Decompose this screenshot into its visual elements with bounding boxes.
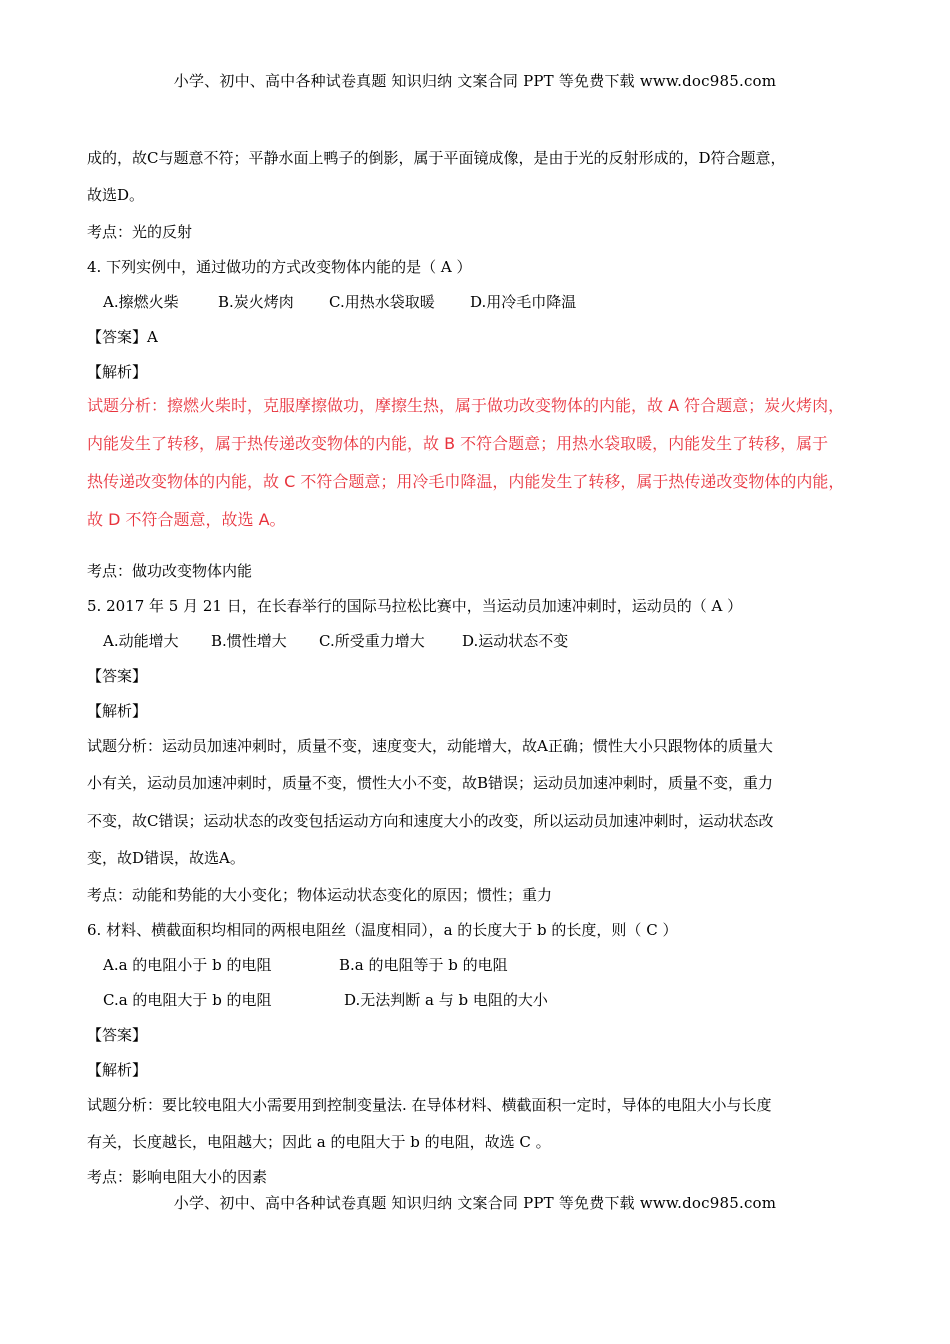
q5-option-a: A.动能增大	[103, 632, 179, 650]
q5-answer: 【答案】	[87, 667, 148, 685]
q4-option-d: D.用冷毛巾降温	[470, 293, 577, 311]
q4-option-b: B.炭火烤肉	[218, 293, 294, 311]
q4-analysis-line: 热传递改变物体的内能，故 C 不符合题意；用冷毛巾降温，内能发生了转移，属于热传递改变物体的内能，	[87, 472, 845, 491]
q5-option-c: C.所受重力增大	[319, 632, 425, 650]
q5-option-b: B.惯性增大	[211, 632, 287, 650]
q4-analysis-line: 试题分析：擦燃火柴时，克服摩擦做功，摩擦生热，属于做功改变物体的内能，故 A 符合题意；炭火烤肉，	[87, 396, 845, 415]
q4-jiexi: 【解析】	[87, 363, 148, 381]
q5-jiexi: 【解析】	[87, 702, 148, 720]
page-header: 小学、初中、高中各种试卷真题 知识归纳 文案合同 PPT 等免费下载 www.doc985.com	[173, 72, 777, 90]
q6-stem: 6. 材料、横截面积均相同的两根电阻丝（温度相同），a 的长度大于 b 的长度，则（ C ）	[87, 921, 678, 939]
q5-analysis-line: 变，故D错误，故选A。	[87, 849, 245, 867]
prev-analysis-line: 成的，故C与题意不符；平静水面上鸭子的倒影，属于平面镜成像，是由于光的反射形成的，D符合题意，	[87, 149, 786, 167]
q5-kaodian: 考点：动能和势能的大小变化；物体运动状态变化的原因；惯性；重力	[87, 886, 553, 904]
q6-answer: 【答案】	[87, 1026, 148, 1044]
q5-analysis-line: 试题分析：运动员加速冲刺时，质量不变，速度变大，动能增大，故A正确；惯性大小只跟物体的质量大	[87, 737, 773, 755]
q6-option-b: B.a 的电阻等于 b 的电阻	[339, 956, 508, 974]
q4-option-c: C.用热水袋取暖	[329, 293, 435, 311]
q6-analysis-line: 试题分析：要比较电阻大小需要用到控制变量法. 在导体材料、横截面积一定时，导体的电阻大小与长度	[87, 1096, 772, 1114]
q4-kaodian: 考点：做功改变物体内能	[87, 562, 253, 580]
q5-analysis-line: 小有关，运动员加速冲刺时，质量不变，惯性大小不变，故B错误；运动员加速冲刺时，质量不变，重力	[87, 774, 774, 792]
q5-analysis-line: 不变，故C错误；运动状态的改变包括运动方向和速度大小的改变，所以运动员加速冲刺时，运动状态改	[87, 812, 774, 830]
prev-kaodian: 考点：光的反射	[87, 223, 193, 241]
page-footer: 小学、初中、高中各种试卷真题 知识归纳 文案合同 PPT 等免费下载 www.doc985.com	[173, 1194, 777, 1212]
q4-analysis-line: 故 D 不符合题意，故选 A。	[87, 510, 286, 529]
q4-answer: 【答案】A	[87, 328, 158, 346]
prev-analysis-line: 故选D。	[87, 186, 145, 204]
q6-option-a: A.a 的电阻小于 b 的电阻	[103, 956, 272, 974]
q4-option-a: A.擦燃火柴	[103, 293, 179, 311]
q5-option-d: D.运动状态不变	[462, 632, 569, 650]
q4-stem: 4. 下列实例中，通过做功的方式改变物体内能的是（ A ）	[87, 258, 472, 276]
q6-analysis-line: 有关，长度越长，电阻越大；因此 a 的电阻大于 b 的电阻，故选 C 。	[87, 1133, 551, 1151]
q6-option-d: D.无法判断 a 与 b 电阻的大小	[344, 991, 548, 1009]
q6-option-c: C.a 的电阻大于 b 的电阻	[103, 991, 272, 1009]
q6-jiexi: 【解析】	[87, 1061, 148, 1079]
q5-stem: 5. 2017 年 5 月 21 日，在长春举行的国际马拉松比赛中，当运动员加速冲刺时，运动员的（ A ）	[87, 597, 743, 615]
q6-kaodian: 考点：影响电阻大小的因素	[87, 1168, 268, 1186]
q4-analysis-line: 内能发生了转移，属于热传递改变物体的内能，故 B 不符合题意；用热水袋取暖，内能发生了转移，属于	[87, 434, 829, 453]
